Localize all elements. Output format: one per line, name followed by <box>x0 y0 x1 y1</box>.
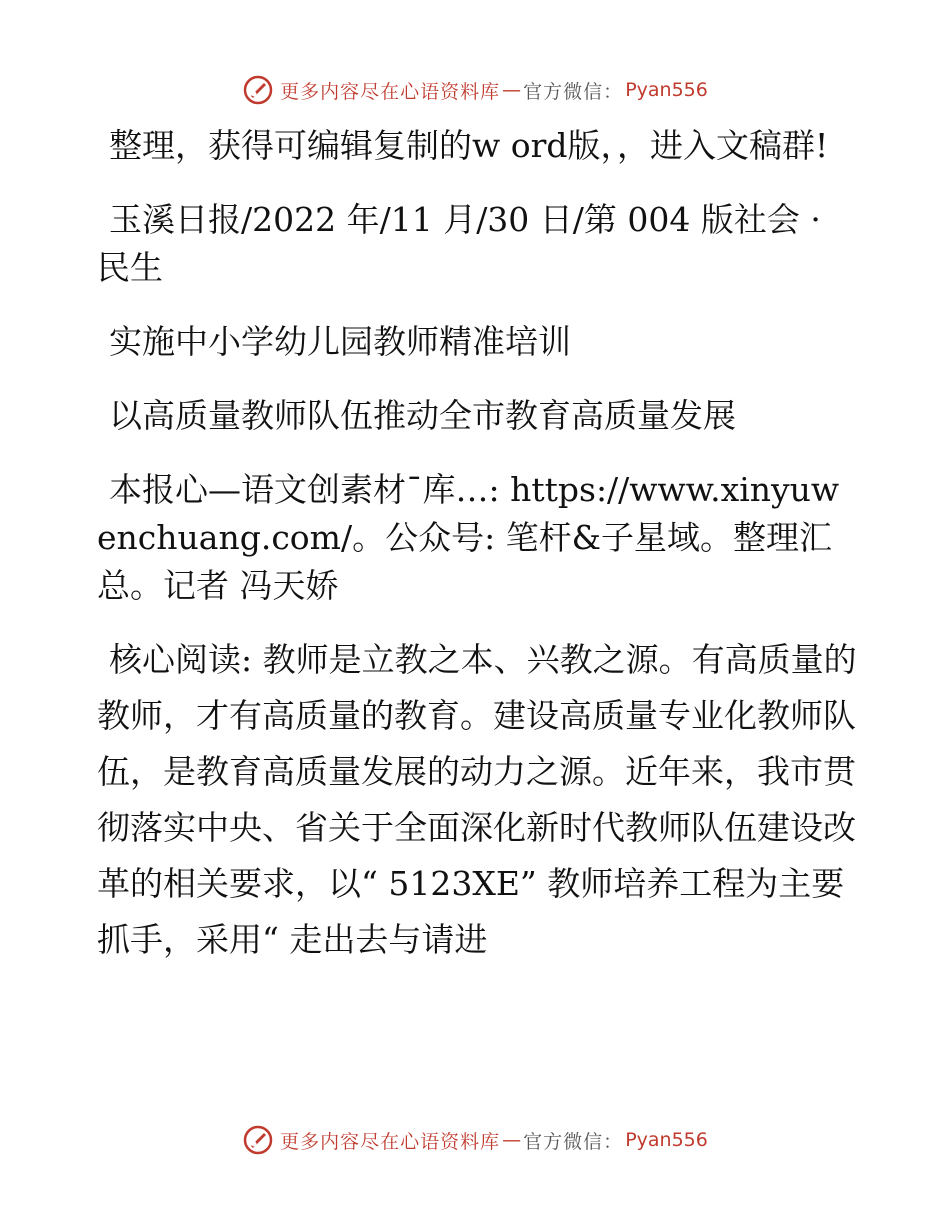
banner-dash: — <box>502 79 522 101</box>
quill-seal-icon <box>242 74 274 106</box>
banner-brand-text: 更多内容尽在心语资料库 <box>280 1130 501 1153</box>
banner-wechat-id: Pyan556 <box>625 1129 708 1151</box>
core-reading-paragraph: 核心阅读: 教师是立教之本、兴教之源。有高质量的教师，才有高质量的教育。建设高质量专业化教师队伍，是教育高质量发展的动力之源。近年来，我市贯彻落实中央、省关于全面深化新时代教师队伍建设改革的相关要求，以“ 5123XE” 教师培养工程为主要抓手，采用“ 走出去与请进 <box>97 640 857 959</box>
banner-official-label: 官方微信： <box>523 1130 624 1153</box>
subheadline: 以高质量教师队伍推动全市教育高质量发展 <box>109 396 736 435</box>
banner-wechat-id: Pyan556 <box>625 79 708 101</box>
intro-paragraph: 整理，获得可编辑复制的w ord版，，进入文稿群! <box>109 126 829 165</box>
byline-paragraph: 本报心—语文创素材¯库…: https://www.xinyuwenchuang.com/。公众号: 笔杆&子星域。整理汇总。记者 冯天娇 <box>97 470 840 605</box>
banner-brand-text: 更多内容尽在心语资料库 <box>280 80 501 103</box>
quill-seal-icon <box>242 1124 274 1156</box>
source-line: 玉溪日报/2022 年/11 月/30 日/第 004 版社会 · 民生 <box>97 200 821 287</box>
header-watermark-banner <box>0 70 950 110</box>
headline: 实施中小学幼儿园教师精准培训 <box>109 322 571 361</box>
banner-official-label: 官方微信： <box>523 80 624 103</box>
banner-dash: — <box>502 1129 522 1151</box>
footer-watermark-banner <box>0 1120 950 1160</box>
document-body <box>97 122 857 994</box>
